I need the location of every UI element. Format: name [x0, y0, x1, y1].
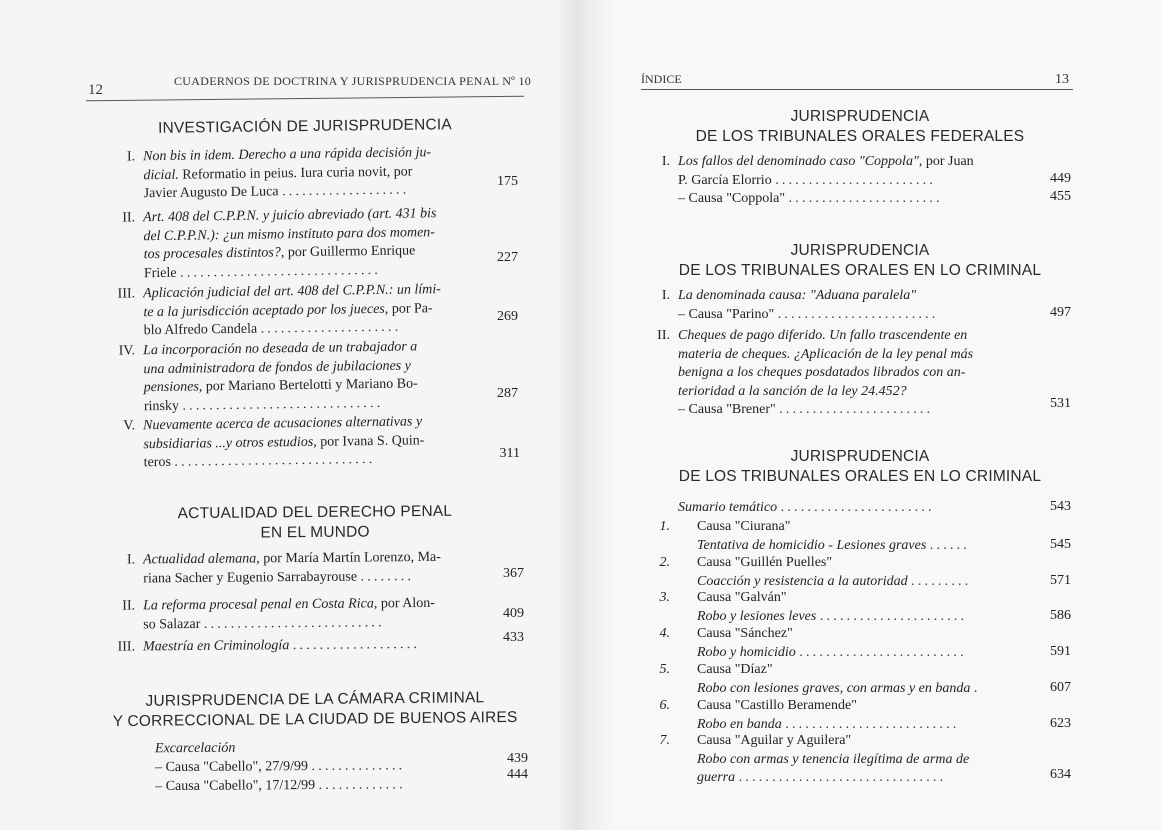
entry-line: Robo con lesiones graves, con armas y en banda .	[697, 680, 978, 696]
page-ref: 634	[1050, 767, 1071, 782]
entry-line: La reforma procesal penal en Costa Rica, por Alon-	[143, 595, 435, 614]
entry-line: Causa "Guillén Puelles"	[697, 555, 833, 570]
entry-text	[143, 144, 432, 204]
entry-line: Sumario temático .......................	[678, 500, 935, 515]
entry-line: Nuevamente acerca de acusaciones alternativas y	[143, 414, 423, 434]
entry-line: so Salazar ...........................	[143, 614, 385, 632]
entry-line: terioridad a la sanción de la ley 24.452?	[678, 383, 907, 399]
entry-line: rinsky ..............................	[143, 395, 384, 414]
entry-text	[143, 205, 437, 283]
entry-line: Robo y lesiones leves ......................	[697, 608, 968, 624]
entry-number: II.	[122, 598, 136, 614]
entry-number: I.	[661, 154, 670, 169]
entry-line: Robo en banda ..........................	[697, 716, 960, 732]
entry-line: del C.P.P.N.): ¿un mismo instituto para dos momen-	[143, 224, 436, 244]
entry-line: – Causa "Parino" ........................	[678, 306, 939, 322]
page-ref: 439	[507, 751, 528, 766]
section-title: JURISPRUDENCIA DE LOS TRIBUNALES ORALES EN LO CRIMINAL	[678, 242, 1042, 279]
entry-number: 3.	[659, 590, 670, 605]
page-ref: 586	[1050, 608, 1071, 623]
entry-line: benigna a los cheques posdatados librados con an-	[678, 365, 966, 380]
page-ref: 175	[497, 174, 518, 189]
entry-line: Causa "Sánchez"	[697, 626, 793, 641]
entry-line: teros ..............................	[143, 451, 376, 471]
entry-line: materia de cheques. ¿Aplicación de la ley penal más	[678, 346, 974, 362]
page-ref: 227	[497, 250, 518, 265]
entry-number: I.	[661, 288, 670, 303]
entry-number: 2.	[659, 555, 670, 570]
entry-line: – Causa "Cabello", 17/12/99 .............	[155, 776, 406, 794]
entry-text	[697, 625, 967, 662]
subtitle-text: Excarcelación	[154, 740, 236, 757]
entry-number: 4.	[659, 626, 670, 641]
entry-number: I.	[126, 552, 136, 568]
entry-text	[155, 757, 406, 796]
entry-line: Non bis in idem. Derecho a una rápida decisión ju-	[143, 145, 432, 165]
entry-line: – Causa "Brener" .......................	[678, 402, 934, 417]
entry-text	[697, 732, 969, 788]
entry-line: Causa "Galván"	[697, 590, 787, 605]
entry-text	[143, 413, 425, 472]
entry-line: subsidiarias ...y otros estudios, por Ivana S. Quin-	[143, 432, 425, 452]
entry-line: tos procesales distintos?, por Guillermo Enrique	[143, 243, 416, 263]
entry-text	[697, 661, 977, 698]
entry-line: Coacción y resistencia a la autoridad .........	[697, 573, 972, 589]
entry-line: Robo y homicidio .........................	[697, 644, 967, 660]
entry-line: te a la jurisdicción aceptado por los jueces, por Pa-	[143, 300, 433, 320]
entry-number: 5.	[659, 662, 670, 677]
entry-line: Los fallos del denominado caso "Coppola", por Juan	[678, 154, 974, 169]
entry-text	[678, 287, 939, 324]
right-header-rule	[641, 89, 1073, 90]
entry-text	[678, 327, 973, 420]
page-ref: 449	[1050, 171, 1071, 186]
entry-line: riana Sacher y Eugenio Sarrabayrouse ........	[143, 568, 415, 586]
section-title: ACTUALIDAD DEL DERECHO PENAL EN EL MUNDO	[177, 502, 453, 542]
page-ref: 455	[1050, 189, 1071, 204]
left-running-head: CUADERNOS DE DOCTRINA Y JURISPRUDENCIA PENAL Nº 10	[174, 74, 532, 88]
entry-line: Robo con armas y tenencia ilegítima de arma de	[697, 751, 970, 767]
entry-line: Friele ..............................	[143, 262, 382, 281]
entry-line: blo Alfredo Candela .....................	[143, 319, 402, 339]
entry-line: Tentativa de homicidio - Lesiones graves ......	[697, 537, 970, 553]
entry-number: IV.	[118, 343, 136, 359]
section-title: INVESTIGACIÓN DE JURISPRUDENCIA	[157, 116, 453, 137]
entry-text	[678, 153, 974, 209]
page-ref: 497	[1050, 305, 1071, 320]
right-page-number: 13	[1055, 72, 1069, 87]
page-ref: 433	[503, 630, 524, 645]
entry-line: dicial. Reformatio in peius. Iura curia novit, por	[143, 163, 413, 183]
section-title: JURISPRUDENCIA DE LOS TRIBUNALES ORALES EN LO CRIMINAL	[678, 448, 1042, 485]
entry-number: II.	[122, 210, 136, 226]
entry-number: 1.	[659, 519, 670, 534]
entry-line: Aplicación judicial del art. 408 del C.P.P.N.: un lími-	[143, 282, 441, 302]
entry-number: II.	[657, 328, 670, 343]
entry-line: Causa "Díaz"	[697, 662, 773, 677]
page-ref: 287	[497, 386, 518, 401]
page-ref: 269	[497, 309, 518, 324]
entry-number: III.	[117, 639, 136, 655]
book-gutter	[560, 0, 610, 830]
page-ref: 571	[1050, 573, 1071, 588]
page-ref: 444	[507, 767, 528, 782]
entry-line: una administradora de fondos de jubilaciones y	[143, 357, 412, 377]
entry-text	[143, 595, 435, 635]
entry-line: Causa "Aguilar y Aguilera"	[697, 733, 852, 748]
page-ref: 311	[499, 446, 520, 461]
entry-text	[678, 499, 935, 518]
page-ref: 367	[503, 566, 524, 581]
entry-number: V.	[123, 418, 136, 434]
entry-text	[697, 697, 959, 734]
entry-text	[697, 589, 967, 626]
entry-line: – Causa "Coppola" .......................	[678, 191, 943, 206]
section-title: JURISPRUDENCIA DE LOS TRIBUNALES ORALES FEDERALES	[695, 108, 1025, 145]
entry-line: – Causa "Cabello", 27/9/99 ..............	[155, 758, 406, 776]
entry-line: pensiones, por Mariano Bertelotti y Mariano Bo-	[143, 376, 418, 396]
right-running-head: ÍNDICE	[641, 72, 682, 86]
page-ref: 591	[1050, 644, 1071, 659]
page-ref: 409	[503, 606, 524, 621]
entry-text	[697, 518, 970, 555]
section-subtitle	[155, 740, 235, 759]
entry-line: Javier Augusto De Luca ...................	[143, 182, 410, 202]
section-title: JURISPRUDENCIA DE LA CÁMARA CRIMINAL Y CORRECCIONAL DE LA CIUDAD DE BUENOS AIRES	[112, 689, 518, 731]
entry-line: Causa "Ciurana"	[697, 519, 791, 534]
entry-line: guerra ...............................	[697, 770, 947, 785]
entry-line: P. García Elorrio ........................	[678, 172, 937, 188]
page-ref: 543	[1050, 499, 1071, 514]
entry-line: La denominada causa: "Aduana paralela"	[678, 288, 917, 303]
entry-number: 6.	[659, 698, 670, 713]
entry-text	[697, 554, 971, 591]
entry-line: Actualidad alemana, por María Martín Lorenzo, Ma-	[143, 549, 441, 568]
entry-number: III.	[117, 286, 136, 302]
left-page-number: 12	[88, 82, 103, 98]
entry-number: I.	[126, 149, 136, 165]
page-ref: 607	[1050, 680, 1071, 695]
entry-line: La incorporación no deseada de un trabajador a	[143, 339, 418, 359]
page-ref: 545	[1050, 537, 1071, 552]
entry-line: Cheques de pago diferido. Un fallo trascendente en	[678, 328, 968, 343]
entry-line: Maestría en Criminología ...................	[143, 637, 421, 655]
page-ref: 623	[1050, 716, 1071, 731]
entry-text	[143, 636, 420, 657]
entry-text	[143, 281, 441, 341]
entry-line: Causa "Castillo Beramende"	[697, 698, 857, 713]
page-ref: 531	[1050, 396, 1071, 411]
entry-text	[143, 338, 418, 416]
entry-line: Art. 408 del C.P.P.N. y juicio abreviado (art. 431 bis	[143, 206, 437, 226]
entry-number: 7.	[659, 733, 670, 748]
entry-text	[143, 549, 441, 589]
